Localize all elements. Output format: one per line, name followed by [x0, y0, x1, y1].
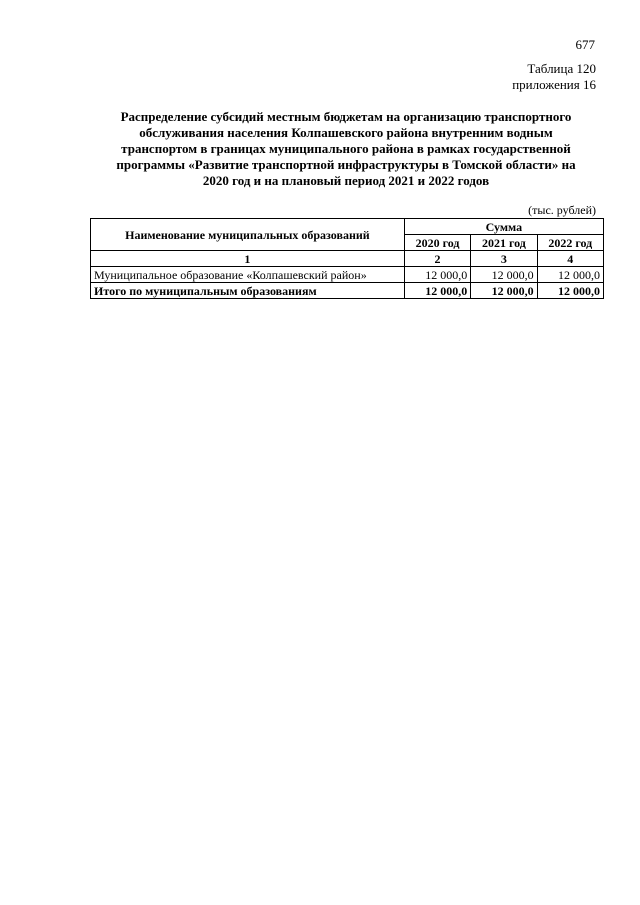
header-sum-cell: Сумма [404, 219, 603, 235]
header-year-2020: 2020 год [404, 235, 470, 251]
total-value-2021: 12 000,0 [471, 283, 537, 299]
subsidy-table [90, 218, 604, 299]
title-line-5: 2020 год и на плановый период 2021 и 2022 годов [202, 173, 490, 188]
title-line-1: Распределение субсидий местным бюджетам на организацию транспортного [120, 109, 572, 124]
row-name-cell: Муниципальное образование «Колпашевский район» [91, 267, 405, 283]
total-value-2020: 12 000,0 [404, 283, 470, 299]
total-name-cell: Итого по муниципальным образованиям [91, 283, 405, 299]
title-line-3: транспортом в границах муниципального района в рамках государственной [121, 141, 571, 156]
total-row [91, 283, 604, 299]
total-value-2022: 12 000,0 [537, 283, 603, 299]
page-number: 677 [575, 37, 595, 52]
row-value-2021: 12 000,0 [471, 267, 537, 283]
table-reference-line-1: Таблица 120 [527, 61, 596, 76]
units-label: (тыс. рублей) [528, 203, 596, 217]
table-reference [512, 61, 596, 93]
title-line-4: программы «Развитие транспортной инфраструктуры в Томской области» на [116, 157, 576, 172]
column-numbers-row [91, 251, 604, 267]
document-title [86, 109, 606, 189]
row-value-2020: 12 000,0 [404, 267, 470, 283]
title-line-2: обслуживания населения Колпашевского района внутренним водным [139, 125, 553, 140]
header-row [91, 219, 604, 235]
column-number-1: 1 [91, 251, 405, 267]
column-number-4: 4 [537, 251, 603, 267]
header-year-2022: 2022 год [537, 235, 603, 251]
table-row [91, 267, 604, 283]
column-number-3: 3 [471, 251, 537, 267]
column-number-2: 2 [404, 251, 470, 267]
table-reference-line-2: приложения 16 [512, 77, 596, 92]
row-value-2022: 12 000,0 [537, 267, 603, 283]
header-name-cell: Наименование муниципальных образований [91, 219, 405, 251]
header-year-2021: 2021 год [471, 235, 537, 251]
